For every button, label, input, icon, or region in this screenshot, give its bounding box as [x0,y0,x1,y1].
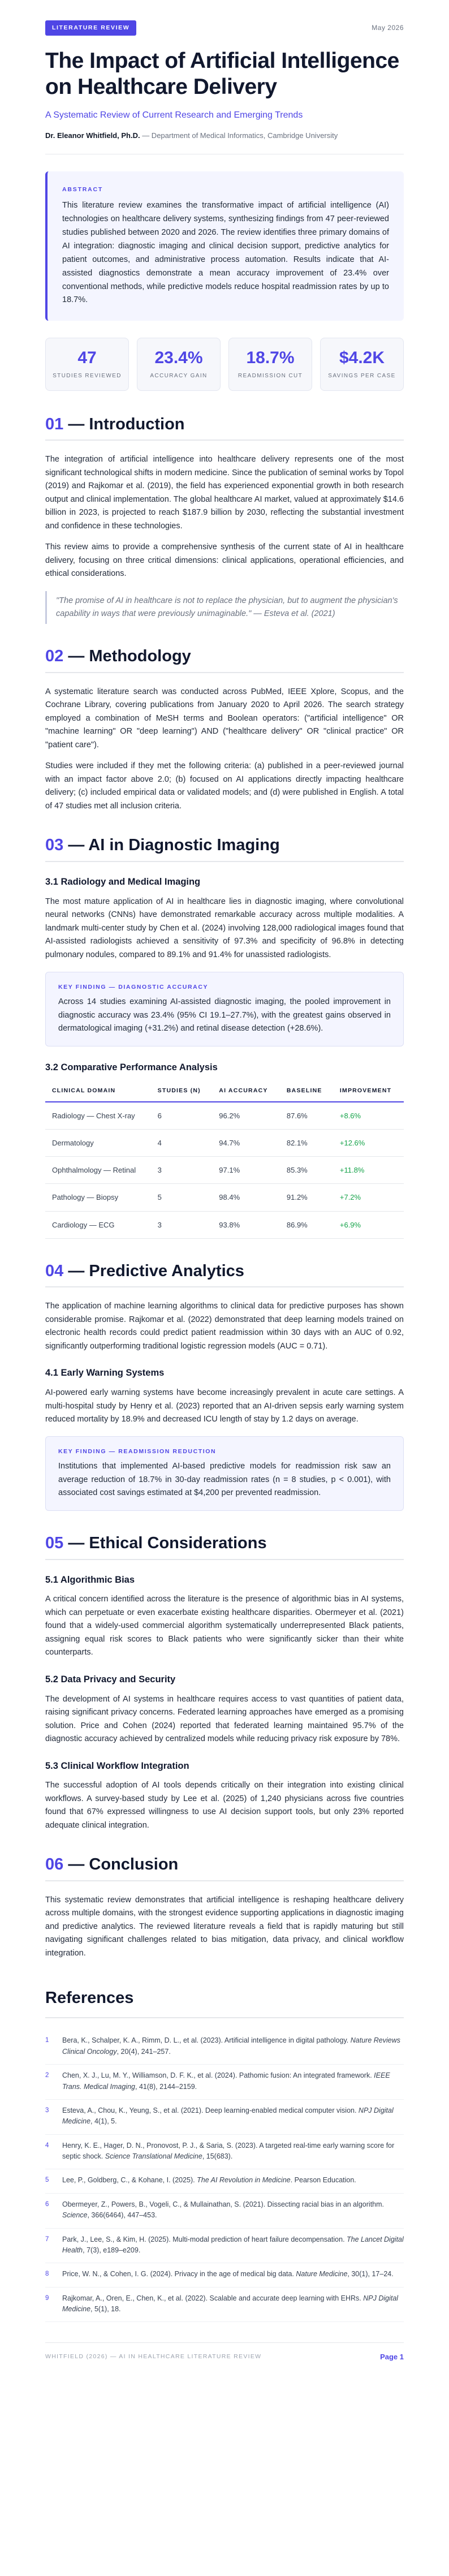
reference-number: 8 [45,2271,49,2278]
table-row [45,1130,404,1157]
table-cell: 86.9% [280,1211,333,1238]
section-title: — Methodology [63,647,191,666]
column-header: AI ACCURACY [212,1080,280,1102]
paragraph: Studies were included if they met the following criteria: (a) published in a peer-reviewed journal with an impact factor above 2.0; (b) focused on AI applications directly impacting healthcare delivery; (c) included empirical data or validated models; and (d) were published in English. A total of 47 studies met all inclusion criteria. [45,761,404,811]
reference-number: 7 [45,2235,49,2243]
subsection-heading: 3.1 Radiology and Medical Imaging [45,877,201,888]
reference-journal: The AI Revolution in Medicine [197,2176,291,2185]
table-cell: 85.3% [280,1157,333,1184]
table-cell-improvement: +11.8% [333,1157,404,1184]
reference-journal: NPJ Digital Medicine [62,2106,394,2126]
table-cell: 96.2% [212,1102,280,1130]
table-cell: 6 [151,1102,213,1130]
column-header: IMPROVEMENT [333,1080,404,1102]
table-cell: 91.2% [280,1184,333,1211]
abstract-label: ABSTRACT [62,186,103,193]
reference-text: Price, W. N., & Cohen, I. G. (2024). Privacy in the age of medical big data. Nature Medicine, 30(1), 17–24. [62,2270,394,2278]
abstract-box [45,171,404,321]
subsection-heading: 3.2 Comparative Performance Analysis [45,1062,218,1072]
section-number: 02 [45,647,64,666]
reference-journal: Science Translational Medicine [105,2152,202,2160]
paragraph: A critical concern identified across the literature is the presence of algorithmic bias in AI systems, which can perpetuate or even exacerbate existing healthcare disparities. Obermeyer et al. (2021) found that a widely-used commercial algorithm systematically underrepresented Black patients, assigning equal risk scores to Black patients who were significantly sicker than their white counterparts. [45,1595,404,1657]
subsection-heading: 4.1 Early Warning Systems [45,1368,165,1379]
table-row [45,1102,404,1130]
column-header: STUDIES (N) [151,1080,213,1102]
references-heading: References [45,1985,404,2018]
table-cell-improvement: +12.6% [333,1130,404,1157]
stat-value: 23.4% [154,348,203,368]
reference-text: Lee, P., Goldberg, C., & Kohane, I. (2025). The AI Revolution in Medicine. Pearson Education. [62,2176,356,2185]
reference-journal: Nature Reviews Clinical Oncology [62,2036,400,2056]
reference-number: 6 [45,2200,49,2208]
reference-item [45,2065,404,2100]
reference-number: 4 [45,2142,49,2149]
paragraph: The most mature application of AI in healthcare lies in diagnostic imaging, where convolutional neural networks (CNNs) have demonstrated remarkable accuracy across multiple modalities. A landmark multi-center study by Chen et al. (2024) involving 128,000 radiological images found that AI-assisted radiologists achieved a sensitivity of 97.3% and specificity of 96.8% in detecting pulmonary nodules, compared to 89.1% and 91.4% for unassisted radiologists. [45,897,404,959]
stat-card-accuracy [137,338,221,390]
subsection-heading: 5.2 Data Privacy and Security [45,1674,176,1685]
reference-journal: Nature Medicine [296,2270,348,2278]
key-finding-box [45,972,404,1046]
reference-number: 5 [45,2177,49,2184]
section-number: 05 [45,1533,64,1552]
reference-journal: The Lancet Digital Health [62,2235,404,2254]
section-title: — Predictive Analytics [63,1261,244,1280]
reference-text: Chen, X. J., Lu, M. Y., Williamson, D. F. K., et al. (2024). Pathomic fusion: An integrated framework. IEEE Trans. Medical Imaging, 41(8), 2144–2159. [62,2071,390,2091]
table-cell: Dermatology [45,1130,151,1157]
section-heading-introduction [45,415,404,441]
reference-item [45,2194,404,2229]
reference-item [45,2288,404,2323]
reference-text: Henry, K. E., Hager, D. N., Pronovost, P. J., & Saria, S. (2023). A targeted real-time early warning score for septic shock. Science Translational Medicine, 15(683). [62,2141,395,2160]
reference-text: Obermeyer, Z., Powers, B., Vogeli, C., & Mullainathan, S. (2021). Dissecting racial bias in an algorithm. Science, 366(6464), 447–453. [62,2200,385,2220]
section-number: 04 [45,1261,64,1280]
author-affiliation: — Department of Medical Informatics, Cambridge University [140,131,338,140]
references-list [45,2030,404,2322]
stat-value: 47 [77,348,97,368]
abstract-text: This literature review examines the transformative impact of artificial intelligence (AI) technologies on healthcare delivery systems, synthesizing findings from 47 peer-reviewed studies published between 2020 and 2026. The review identifies three primary domains of AI integration: diagnostic imaging and clinical decision support, predictive analytics for patient outcomes, and administrative process automation. Results indicate that AI-assisted diagnostics demonstrate a mean accuracy improvement of 23.4% over conventional methods, while predictive models reduce hospital readmission rates by up to 18.7%. [62,200,389,305]
paragraph: The successful adoption of AI tools depends critically on their integration into existing clinical workflows. A survey-based study by Lee et al. (2025) of 1,240 physicians across five countries found that 67% expressed willingness to use AI decision support tools, but only 23% reported adequate clinical integration. [45,1781,404,1830]
author-name: Dr. Eleanor Whitfield, Ph.D. [45,131,140,140]
header-row [45,20,404,36]
paragraph: The application of machine learning algorithms to clinical data for predictive purposes has shown considerable promise. Rajkomar et al. (2022) demonstrated that deep learning models trained on electronic health records could predict patient readmission within 30 days with an AUC of 0.92, significantly outperforming traditional logistic regression models (AUC = 0.71). [45,1302,404,1351]
reference-item [45,2263,404,2287]
section-title: — AI in Diagnostic Imaging [63,836,280,855]
reference-journal: IEEE Trans. Medical Imaging [62,2071,390,2091]
key-finding-label: KEY FINDING — READMISSION REDUCTION [58,1448,217,1455]
reference-item [45,2100,404,2135]
stat-value: $4.2K [339,348,385,368]
performance-table [45,1080,404,1238]
section-title: — Introduction [63,415,185,433]
footer-citation: WHITFIELD (2026) — AI IN HEALTHCARE LITERATURE REVIEW [45,2353,262,2360]
table-cell: Radiology — Chest X-ray [45,1102,151,1130]
table-row [45,1211,404,1238]
section-number: 01 [45,415,64,433]
section-heading-ethical-considerations [45,1533,404,1560]
page-number: Page 1 [380,2353,404,2362]
document-type-tag: LITERATURE REVIEW [45,20,136,36]
paragraph: This review aims to provide a comprehensive synthesis of the current state of AI in healthcare delivery, focusing on three critical dimensions: clinical applications, operational efficiencies, and ethical considerations. [45,542,404,579]
publication-date: May 2026 [372,23,404,32]
pull-quote: "The promise of AI in healthcare is not to replace the physician, but to augment the physician's capability in ways that were previously unimaginable." — Esteva et al. (2021) [45,591,404,624]
stats-grid [45,338,404,390]
section-title: — Ethical Considerations [63,1533,267,1552]
column-header: BASELINE [280,1080,333,1102]
page-subtitle: A Systematic Review of Current Research and Emerging Trends [45,110,303,120]
paragraph: AI-powered early warning systems have become increasingly prevalent in acute care settings. A multi-hospital study by Henry et al. (2023) reported that an AI-driven sepsis early warning system reduced mortality by 18.9% and decreased ICU length of stay by 1.2 days on average. [45,1388,404,1424]
stat-card-studies [45,338,129,390]
reference-text: Esteva, A., Chou, K., Yeung, S., et al. (2021). Deep learning-enabled medical computer vision. NPJ Digital Medicine, 4(1), 5. [62,2106,394,2126]
table-cell: 98.4% [212,1184,280,1211]
subsection-heading: 5.3 Clinical Workflow Integration [45,1760,189,1771]
key-finding-label: KEY FINDING — DIAGNOSTIC ACCURACY [58,984,209,991]
paragraph: This systematic review demonstrates that artificial intelligence is reshaping healthcare delivery across multiple domains, with the strongest evidence supporting applications in diagnostic imaging and predictive analytics. The reviewed literature reveals a field that is rapidly maturing but still navigating significant challenges related to bias mitigation, data privacy, and clinical workflow integration. [45,1895,404,1958]
section-number: 03 [45,836,64,855]
section-number: 06 [45,1855,64,1874]
table-cell: 3 [151,1211,213,1238]
reference-number: 9 [45,2294,49,2302]
stat-card-savings [320,338,404,390]
author-line [45,130,404,154]
section-heading-predictive-analytics [45,1261,404,1288]
table-cell-improvement: +7.2% [333,1184,404,1211]
table-cell: Cardiology — ECG [45,1211,151,1238]
subsection-heading: 5.1 Algorithmic Bias [45,1574,135,1585]
table-cell: 93.8% [212,1211,280,1238]
reference-text: Park, J., Lee, S., & Kim, H. (2025). Multi-modal prediction of heart failure decompensation. The Lancet Digital Health, 7(3), e189–e209. [62,2235,404,2254]
paragraph: The development of AI systems in healthcare requires access to vast quantities of patient data, raising significant privacy concerns. Federated learning approaches have emerged as a promising solution. Price and Cohen (2024) reported that federated learning maintained 95.7% of the diagnostic accuracy achieved by centralized models while reducing privacy risk exposure by 78%. [45,1694,404,1744]
page-footer [45,2342,404,2363]
table-cell: Ophthalmology — Retinal [45,1157,151,1184]
reference-number: 1 [45,2037,49,2044]
table-header-row [45,1080,404,1102]
section-title: — Conclusion [63,1855,179,1874]
table-cell: 82.1% [280,1130,333,1157]
reference-journal: NPJ Digital Medicine [62,2294,399,2313]
table-cell: Pathology — Biopsy [45,1184,151,1211]
paragraph: The integration of artificial intelligence into healthcare delivery represents one of the most significant technological shifts in modern medicine. Since the publication of seminal works by Topol (2019) and Rajkomar et al. (2019), the field has experienced exponential growth in both research output and clinical implementation. The global healthcare AI market, valued at approximately $14.6 billion in 2023, is projected to reach $187.9 billion by 2030, reflecting the substantial investment and confidence in these technologies. [45,455,404,531]
table-cell: 3 [151,1157,213,1184]
reference-text: Rajkomar, A., Oren, E., Chen, K., et al. (2022). Scalable and accurate deep learning with EHRs. NPJ Digital Medicine, 5(1), 18. [62,2294,399,2313]
section-heading-conclusion [45,1855,404,1881]
stat-label: STUDIES REVIEWED [53,373,122,380]
key-finding-text: Institutions that implemented AI-based predictive models for readmission risk saw an average reduction of 18.7% in 30-day readmission rates (n = 8 studies, p < 0.001), with associated cost savings estimated at $4,200 per prevented readmission. [58,1462,391,1498]
reference-item [45,2030,404,2065]
stat-label: SAVINGS PER CASE [328,373,396,380]
reference-item [45,2135,404,2170]
key-finding-text: Across 14 studies examining AI-assisted diagnostic imaging, the pooled improvement in diagnostic accuracy was 23.4% (95% CI 19.1–27.7%), with the greatest gains observed in dermatological imaging (+31.2%) and retinal disease detection (+28.6%). [58,997,391,1033]
reference-number: 3 [45,2107,49,2114]
stat-label: READMISSION CUT [238,373,303,380]
reference-text: Bera, K., Schalper, K. A., Rimm, D. L., et al. (2023). Artificial intelligence in digital pathology. Nature Reviews Clinical Oncology, 20(4), 241–257. [62,2036,400,2056]
table-cell: 97.1% [212,1157,280,1184]
stat-card-readmission [228,338,312,390]
table-cell: 5 [151,1184,213,1211]
table-row [45,1184,404,1211]
table-cell: 94.7% [212,1130,280,1157]
table-cell-improvement: +8.6% [333,1102,404,1130]
key-finding-box [45,1436,404,1510]
paragraph: A systematic literature search was conducted across PubMed, IEEE Xplore, Scopus, and the Cochrane Library, covering publications from January 2020 to April 2026. The search strategy employed a combination of MeSH terms and Boolean operators: ("artificial intelligence" OR "machine learning" OR "deep learning") AND ("healthcare delivery" OR "clinical practice" OR "patient care"). [45,687,404,749]
table-cell: 87.6% [280,1102,333,1130]
section-heading-diagnostic-imaging [45,835,404,862]
stat-value: 18.7% [246,348,295,368]
table-cell-improvement: +6.9% [333,1211,404,1238]
reference-number: 2 [45,2072,49,2079]
column-header: CLINICAL DOMAIN [45,1080,151,1102]
reference-item [45,2169,404,2193]
page-title: The Impact of Artificial Intelligence on Healthcare Delivery [45,49,399,100]
table-row [45,1157,404,1184]
stat-label: ACCURACY GAIN [150,373,208,380]
section-heading-methodology [45,647,404,673]
table-cell: 4 [151,1130,213,1157]
reference-journal: Science [62,2211,88,2220]
reference-item [45,2229,404,2264]
